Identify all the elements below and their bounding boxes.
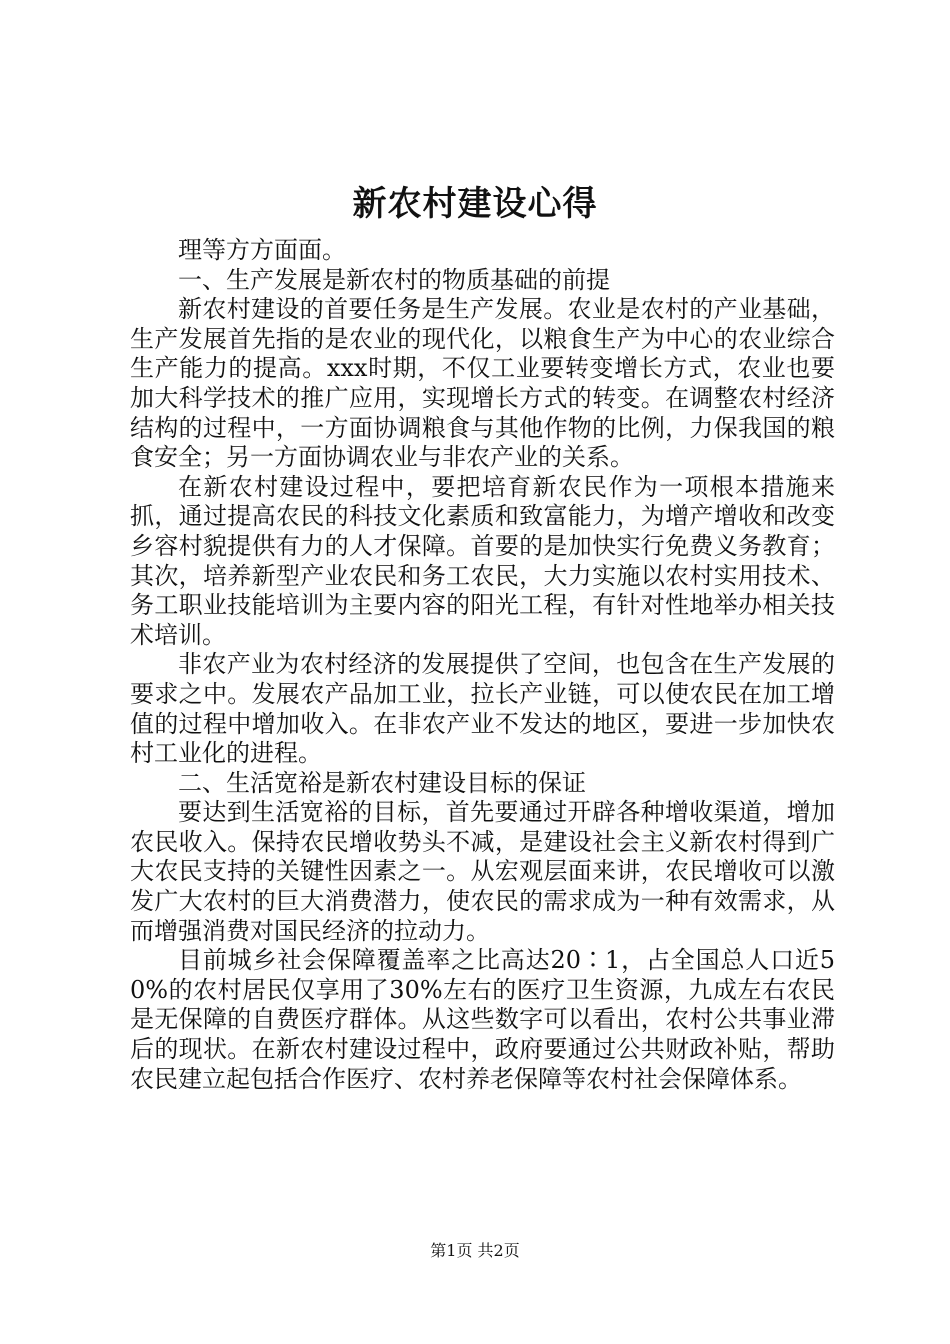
document-body [130,236,835,1094]
page-footer: 第1页 共2页 [430,1241,520,1260]
paragraph-continuation: 理等方方面面。 [178,236,346,264]
section-heading-prosperity: 二、生活宽裕是新农村建设目标的保证 [178,768,586,797]
paragraph-production-primary-task: 新农村建设的首要任务是生产发展。农业是农村的产业基础，生产发展首先指的是农业的现代化，以粮食生产为中心的农业综合生产能力的提高。xxx时期，不仅工业要转变增长方式，农业也要加大科学技术的推广应用，实现增长方式的转变。在调整农村经济结构的过程中，一方面协调粮食与其他作物的比例，力保我国的粮食安全；另一方面协调农业与非农产业的关系。 [130,295,835,472]
paragraph-social-security: 目前城乡社会保障覆盖率之比高达20∶1，占全国总人口近50%的农村居民仅享用了30%左右的医疗卫生资源，九成左右农民是无保障的自费医疗群体。从这些数字可以看出，农村公共事业滞后的现状。在新农村建设过程中，政府要通过公共财政补贴，帮助农民建立起包括合作医疗、农村养老保障等农村社会保障体系。 [130,946,835,1093]
paragraph-new-farmers-training: 在新农村建设过程中，要把培育新农民作为一项根本措施来抓，通过提高农民的科技文化素质和致富能力，为增产增收和改变乡容村貌提供有力的人才保障。首要的是加快实行免费义务教育；其次，培养新型产业农民和务工农民，大力实施以农村实用技术、务工职业技能培训为主要内容的阳光工程，有针对性地举办相关技术培训。 [130,472,835,649]
document-title: 新农村建设心得 [352,184,598,224]
paragraph-income-growth: 要达到生活宽裕的目标，首先要通过开辟各种增收渠道，增加农民收入。保持农民增收势头不减，是建设社会主义新农村得到广大农民支持的关键性因素之一。从宏观层面来讲，农民增收可以激发广大农村的巨大消费潜力，使农民的需求成为一种有效需求，从而增强消费对国民经济的拉动力。 [130,798,835,945]
paragraph-non-agricultural-industry: 非农产业为农村经济的发展提供了空间，也包含在生产发展的要求之中。发展农产品加工业，拉长产业链，可以使农民在加工增值的过程中增加收入。在非农产业不发达的地区，要进一步加快农村工业化的进程。 [130,650,835,768]
section-heading-production: 一、生产发展是新农村的物质基础的前提 [178,265,610,294]
